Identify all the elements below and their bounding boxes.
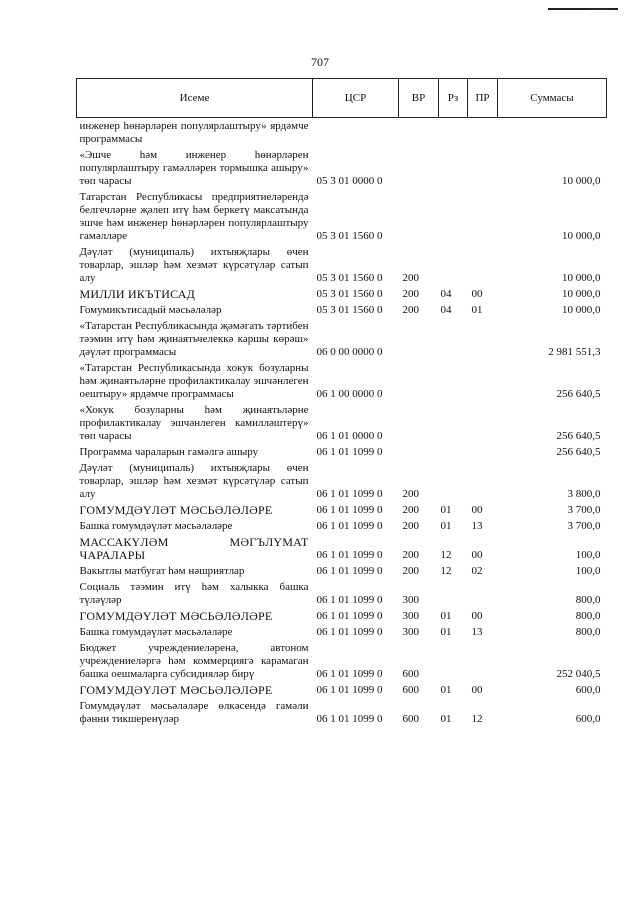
cell-sum: 3 700,0 xyxy=(567,520,601,532)
cell-csr: 06 1 01 1099 0 xyxy=(316,668,383,680)
table-row xyxy=(77,286,607,302)
cell-rz: 04 xyxy=(440,288,452,300)
cell-name: «Татарстан Республикасында җәмәгать тәртибен тәэмин итү һәм җинаятьчелеккә каршы көрәш» дәүләт программасы xyxy=(79,320,309,358)
cell-rz xyxy=(439,579,468,608)
cell-pr: 01 xyxy=(471,304,483,316)
table-row xyxy=(77,402,607,444)
cell-csr: 06 1 01 1099 0 xyxy=(316,594,383,606)
cell-pr: 00 xyxy=(471,610,483,622)
cell-pr xyxy=(468,118,498,148)
cell-pr: 00 xyxy=(471,684,483,696)
cell-sum: 2 981 551,3 xyxy=(548,346,601,358)
cell-sum: 256 640,5 xyxy=(556,446,601,458)
cell-csr xyxy=(313,118,399,148)
cell-sum: 256 640,5 xyxy=(556,388,601,400)
cell-pr xyxy=(468,244,498,286)
cell-sum: 800,0 xyxy=(575,610,601,622)
cell-csr: 06 1 00 0000 0 xyxy=(316,388,383,400)
cell-vr: 300 xyxy=(402,610,419,622)
table-header xyxy=(77,79,607,118)
header-csr: ЦСР xyxy=(313,79,399,118)
cell-rz xyxy=(439,118,468,148)
cell-vr: 300 xyxy=(402,594,419,606)
cell-csr: 05 3 01 1560 0 xyxy=(316,304,383,316)
cell-sum: 3 700,0 xyxy=(567,504,601,516)
cell-sum: 600,0 xyxy=(575,713,601,725)
cell-name: Гомумикътисадый мәсьәләләр xyxy=(79,304,222,316)
cell-csr: 06 1 01 1099 0 xyxy=(316,713,383,725)
cell-name: Башка гомумдәүләт мәсьәләләре xyxy=(79,626,233,638)
cell-csr: 06 1 01 1099 0 xyxy=(316,520,383,532)
table-row xyxy=(77,534,607,563)
cell-rz xyxy=(439,360,468,402)
table-row xyxy=(77,360,607,402)
cell-name: Бюджет учреждениеләренә, автоном учреждениеләргә һәм коммерциягә карамаган башка оешмаларга субсидияләр бирү xyxy=(79,642,309,680)
table-row xyxy=(77,682,607,698)
header-sum: Суммасы xyxy=(498,79,607,118)
cell-rz xyxy=(439,402,468,444)
cell-rz xyxy=(439,189,468,244)
table-row xyxy=(77,444,607,460)
cell-sum: 600,0 xyxy=(575,684,601,696)
table-row xyxy=(77,563,607,579)
header-pr: ПР xyxy=(468,79,498,118)
cell-vr xyxy=(399,118,439,148)
cell-rz xyxy=(439,444,468,460)
cell-rz: 01 xyxy=(440,520,452,532)
cell-vr xyxy=(399,147,439,189)
cell-vr: 200 xyxy=(402,565,419,577)
cell-name: Татарстан Республикасы предприятиеләрендә белгечләрне җәлеп итү һәм беркетү максатында эшче һәм инженер һөнәрләрен популярлаштыру гамәлләре xyxy=(79,191,309,242)
cell-sum: 10 000,0 xyxy=(562,304,601,316)
cell-rz: 01 xyxy=(440,684,452,696)
cell-pr xyxy=(468,189,498,244)
cell-sum xyxy=(498,118,607,148)
table-row xyxy=(77,460,607,502)
table-row xyxy=(77,118,607,148)
cell-vr: 200 xyxy=(402,504,419,516)
cell-vr: 200 xyxy=(402,304,419,316)
table-row xyxy=(77,518,607,534)
cell-rz: 12 xyxy=(440,549,452,561)
cell-sum: 256 640,5 xyxy=(556,430,601,442)
cell-pr: 02 xyxy=(471,565,483,577)
cell-pr: 00 xyxy=(471,504,483,516)
cell-csr: 06 1 01 1099 0 xyxy=(316,684,383,696)
page-number: 707 xyxy=(311,55,329,69)
cell-pr xyxy=(468,360,498,402)
cell-csr: 06 1 01 1099 0 xyxy=(316,488,383,500)
cell-name: Дәүләт (муниципаль) ихтыяҗлары өчен товарлар, эшләр һәм хезмәт күрсәтүләр сатып алу xyxy=(79,246,309,284)
cell-vr xyxy=(399,189,439,244)
cell-name: ГОМУМДӘҮЛӘТ МӘСЬӘЛӘЛӘРЕ xyxy=(79,503,273,517)
cell-name: «Татарстан Республикасында хокук бозуларны һәм җинаятьләрне профилактикалау эшчәнлеген оештыру» ярдәмче программасы xyxy=(79,362,309,400)
cell-name: Башка гомумдәүләт мәсьәләләре xyxy=(79,520,233,532)
cell-pr xyxy=(468,579,498,608)
table-row xyxy=(77,579,607,608)
table-row xyxy=(77,147,607,189)
cell-sum: 10 000,0 xyxy=(562,272,601,284)
cell-vr xyxy=(399,360,439,402)
cell-csr: 06 1 01 1099 0 xyxy=(316,610,383,622)
cell-pr xyxy=(468,147,498,189)
cell-pr: 12 xyxy=(471,713,483,725)
cell-rz xyxy=(439,640,468,682)
cell-sum: 800,0 xyxy=(575,626,601,638)
cell-sum: 252 040,5 xyxy=(556,668,601,680)
cell-vr: 300 xyxy=(402,626,419,638)
cell-csr: 06 0 00 0000 0 xyxy=(316,346,383,358)
cell-csr: 06 1 01 1099 0 xyxy=(316,565,383,577)
cell-name: МИЛЛИ ИКЪТИСАД xyxy=(79,287,195,301)
cell-rz: 01 xyxy=(440,626,452,638)
cell-sum: 3 800,0 xyxy=(567,488,601,500)
cell-name: Социаль тәэмин итү һәм халыкка башка түләүләр xyxy=(79,581,309,606)
cell-rz: 01 xyxy=(440,713,452,725)
cell-pr xyxy=(468,460,498,502)
cell-sum: 800,0 xyxy=(575,594,601,606)
table-row xyxy=(77,502,607,518)
cell-name: «Эшче һәм инженер һөнәрләрен популярлаштыру гамәлләрен тормышка ашыру» төп чарасы xyxy=(79,149,309,187)
cell-vr: 200 xyxy=(402,520,419,532)
cell-vr: 200 xyxy=(402,272,419,284)
cell-vr: 200 xyxy=(402,288,419,300)
table-body xyxy=(77,118,607,728)
header-name: Исеме xyxy=(77,79,313,118)
cell-csr: 05 3 01 1560 0 xyxy=(316,272,383,284)
cell-sum: 10 000,0 xyxy=(562,175,601,187)
cell-csr: 06 1 01 0000 0 xyxy=(316,430,383,442)
cell-vr: 600 xyxy=(402,668,419,680)
cell-pr: 13 xyxy=(471,626,483,638)
header-rz: Рз xyxy=(439,79,468,118)
cell-name: Гомумдәүләт мәсьәләләре өлкәсендә гамәли фәнни тикшеренүләр xyxy=(79,700,309,725)
cell-vr xyxy=(399,444,439,460)
cell-rz xyxy=(439,147,468,189)
cell-pr: 13 xyxy=(471,520,483,532)
cell-csr: 05 3 01 1560 0 xyxy=(316,230,383,242)
table-row xyxy=(77,624,607,640)
cell-rz xyxy=(439,244,468,286)
cell-rz xyxy=(439,460,468,502)
cell-name: инженер һөнәрләрен популярлаштыру» ярдәмче программасы xyxy=(79,120,309,145)
cell-name: Дәүләт (муниципаль) ихтыяҗлары өчен товарлар, эшләр һәм хезмәт күрсәтүләр сатып алу xyxy=(79,462,309,500)
cell-rz: 01 xyxy=(440,610,452,622)
cell-vr: 200 xyxy=(402,488,419,500)
cell-vr: 600 xyxy=(402,684,419,696)
cell-csr: 05 3 01 1560 0 xyxy=(316,288,383,300)
cell-pr: 00 xyxy=(471,288,483,300)
cell-sum: 10 000,0 xyxy=(562,288,601,300)
cell-vr xyxy=(399,318,439,360)
cell-sum: 100,0 xyxy=(575,565,601,577)
cell-sum: 10 000,0 xyxy=(562,230,601,242)
cell-pr xyxy=(468,640,498,682)
table-row xyxy=(77,698,607,727)
cell-pr xyxy=(468,444,498,460)
cell-csr: 06 1 01 1099 0 xyxy=(316,504,383,516)
cell-csr: 06 1 01 1099 0 xyxy=(316,446,383,458)
table-row xyxy=(77,318,607,360)
cell-name: Вакытлы матбугат һәм нәшриятлар xyxy=(79,565,245,577)
cell-csr: 06 1 01 1099 0 xyxy=(316,549,383,561)
cell-vr xyxy=(399,402,439,444)
cell-csr: 06 1 01 1099 0 xyxy=(316,626,383,638)
cell-pr: 00 xyxy=(471,549,483,561)
cell-rz: 12 xyxy=(440,565,452,577)
cell-rz: 01 xyxy=(440,504,452,516)
cell-name: ГОМУМДӘҮЛӘТ МӘСЬӘЛӘЛӘРЕ xyxy=(79,683,273,697)
cell-rz: 04 xyxy=(440,304,452,316)
cell-name: ГОМУМДӘҮЛӘТ МӘСЬӘЛӘЛӘРЕ xyxy=(79,609,273,623)
cell-name: «Хокук бозуларны һәм җинаятьләрне профилактикалау эшчәнлеген камилләштерү» төп чарасы xyxy=(79,404,309,442)
table-row xyxy=(77,640,607,682)
table-row xyxy=(77,244,607,286)
cell-vr: 600 xyxy=(402,713,419,725)
header-vr: ВР xyxy=(399,79,439,118)
cell-csr: 05 3 01 0000 0 xyxy=(316,175,383,187)
table-row xyxy=(77,189,607,244)
cell-pr xyxy=(468,318,498,360)
cell-pr xyxy=(468,402,498,444)
cell-name: Программа чараларын гамәлгә ашыру xyxy=(79,446,259,458)
cell-rz xyxy=(439,318,468,360)
cell-name: МАССАКҮЛӘМ МӘГЪЛҮМАТ ЧАРАЛАРЫ xyxy=(79,535,309,562)
table-row xyxy=(77,608,607,624)
scan-corner-mark xyxy=(548,8,618,15)
cell-sum: 100,0 xyxy=(575,549,601,561)
cell-vr: 200 xyxy=(402,549,419,561)
table-row xyxy=(77,302,607,318)
budget-table xyxy=(76,78,607,727)
